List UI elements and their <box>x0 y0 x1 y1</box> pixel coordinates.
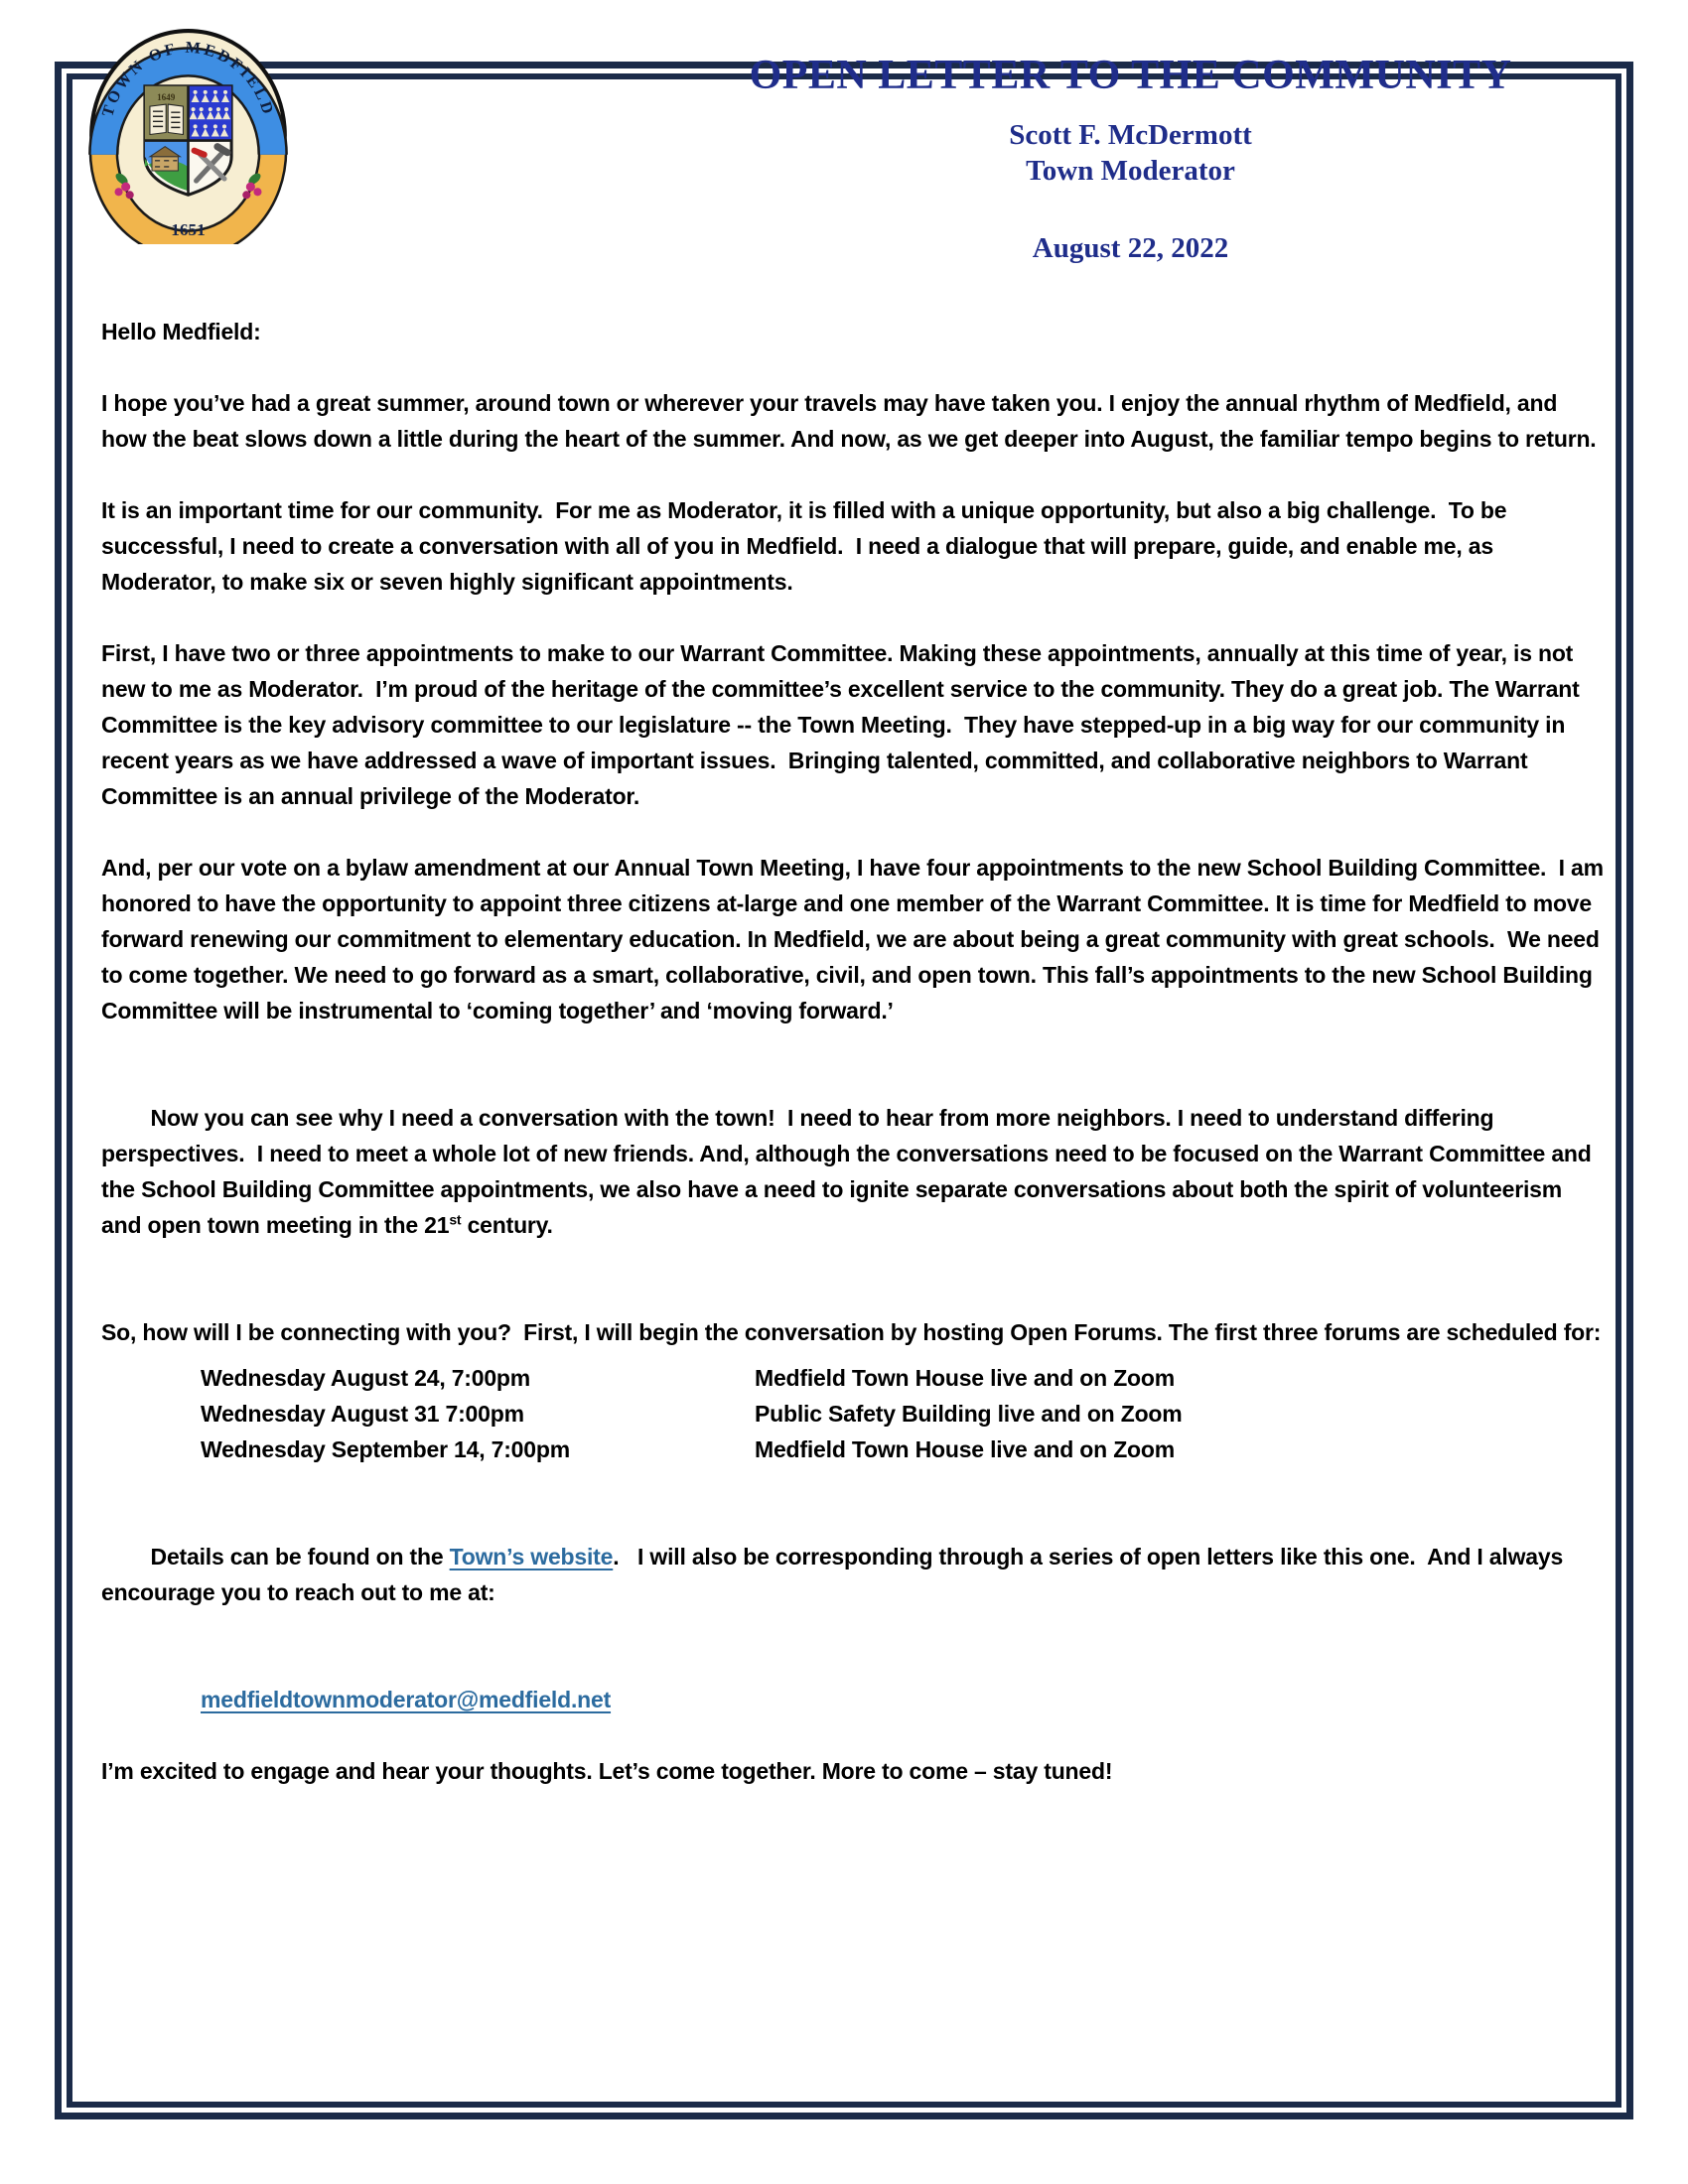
forum-location: Medfield Town House live and on Zoom <box>755 1436 1175 1462</box>
paragraph-summer: I hope you’ve had a great summer, around town or wherever your travels may have taken you. I enjoy the annual rhythm of Medfield, and how the beat slows down a little during the heart of the summer. And now, as we get deeper into August, the familiar tempo begins to return. <box>101 390 1597 452</box>
paragraph-warrant-committee: First, I have two or three appointments to make to our Warrant Committee. Making these appointments, annually at this time of year, is not new to me as Moderator. I’m proud of the heritage of the committee’s excellent service to the community. They do a great job. The Warrant Committee is the key advisory committee to our legislature -- the Town Meeting. They have stepped-up in a big way for our community in recent years as we have addressed a wave of important issues. Bringing talented, committed, and collaborative neighbors to Warrant Committee is an annual privilege of the Moderator. <box>101 640 1586 809</box>
paragraph-conversation-tail: century. <box>461 1212 553 1238</box>
seal-year-top: 1649 <box>157 92 176 103</box>
closing-paragraph: I’m excited to engage and hear your thoughts. Let’s come together. More to come – stay tuned! <box>101 1758 1113 1784</box>
details-text-before: Details can be found on the <box>150 1544 450 1570</box>
paragraph-conversation <box>101 1064 1604 1279</box>
forum-date: Wednesday September 14, 7:00pm <box>201 1436 570 1462</box>
paragraph-important-time: It is an important time for our community. For me as Moderator, it is filled with a unique opportunity, but also a big challenge. To be successful, I need to create a conversation with all of you in Medfield. I need a dialogue that will prepare, guide, and enable me, as Moderator, to make six or seven highly significant appointments. <box>101 497 1513 595</box>
author-name: Scott F. McDermott <box>1009 119 1252 151</box>
details-text-after: . I will also be corresponding through a series of open letters like this one. And I always encourage you to reach out to me at: <box>101 1544 1570 1605</box>
forum-date: Wednesday August 31 7:00pm <box>201 1401 524 1427</box>
page-content <box>0 6 1688 2184</box>
town-website-link[interactable]: Town’s website <box>449 1544 614 1570</box>
forum-date: Wednesday August 24, 7:00pm <box>201 1365 531 1391</box>
paragraph-conversation-text: Now you can see why I need a conversation with the town! I need to hear from more neighbors. I need to understand differing perspectives. I need to meet a whole lot of new friends. And, although the conversations need to be focused on the Warrant Committee and the School Building Committee appointments, we also have a need to ignite separate conversations about both the spirit of volunteerism and open town meeting in the 21 <box>101 1105 1598 1238</box>
header-title-block <box>657 52 1604 266</box>
page-title: OPEN LETTER TO THE COMMUNITY <box>749 53 1512 98</box>
town-seal-graphic <box>86 28 290 244</box>
seal-ring-text: TOWN OF MEDFIELD <box>98 38 278 119</box>
ordinal-superscript: st <box>449 1211 462 1228</box>
forum-location: Medfield Town House live and on Zoom <box>755 1365 1175 1391</box>
paragraph-details <box>101 1503 1604 1646</box>
paragraph-open-forums: So, how will I be connecting with you? First, I will begin the conversation by hosting Open Forums. The first three forums are scheduled for: <box>101 1319 1602 1345</box>
schedule-row <box>201 1396 1604 1432</box>
email-row <box>201 1682 1604 1717</box>
moderator-email-link[interactable]: medfieldtownmoderator@medfield.net <box>201 1687 612 1712</box>
seal-year-bottom: 1651 <box>171 219 206 239</box>
author-role: Town Moderator <box>1026 155 1235 187</box>
letter-body <box>101 314 1611 1789</box>
forum-location: Public Safety Building live and on Zoom <box>755 1401 1183 1427</box>
schedule-row <box>201 1360 1604 1396</box>
letter-date: August 22, 2022 <box>1032 232 1229 264</box>
letter-header <box>98 6 1604 314</box>
paragraph-school-building: And, per our vote on a bylaw amendment at our Annual Town Meeting, I have four appointments to the new School Building Committee. I am honored to have the opportunity to appoint three citizens at-large and one member of the Warrant Committee. It is time for Medfield to move forward renewing our commitment to elementary education. In Medfield, we are about being a great community with great schools. We need to come together. We need to go forward as a smart, collaborative, civil, and open town. This fall’s appointments to the new School Building Committee will be instrumental to ‘coming together’ and ‘moving forward.’ <box>101 855 1611 1024</box>
salutation: Hello Medfield: <box>101 319 261 344</box>
schedule-row <box>201 1432 1604 1467</box>
open-forum-schedule <box>201 1360 1604 1467</box>
medfield-town-seal-icon <box>86 28 290 244</box>
